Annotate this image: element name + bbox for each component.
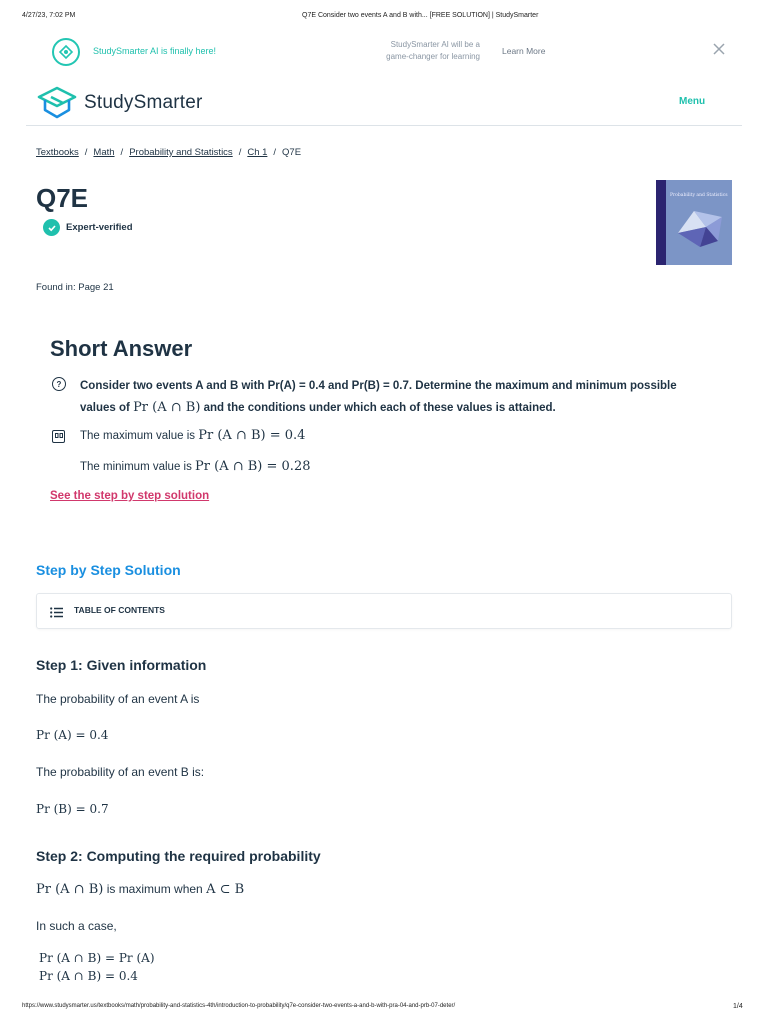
step-1-text-b: The probability of an event B is:: [36, 765, 205, 779]
min-value-math: Pr (A ∩ B) = 0.28: [195, 459, 311, 474]
step-2-text-b: In such a case,: [36, 919, 117, 933]
step-2-equation-1: Pr (A ∩ B) = Pr (A): [39, 951, 155, 965]
max-value-math: Pr (A ∩ B) = 0.4: [198, 428, 306, 443]
breadcrumb-current: Q7E: [282, 147, 302, 158]
answer-icon: [52, 430, 65, 443]
expert-verified-badge: [43, 219, 133, 236]
question-text: Consider two events A and B with Pr(A) = 0.4 and Pr(B) = 0.7. Determine the maximum and minimum possible values of Pr (A ∩ B) and the conditions under which each of these values is attained.: [80, 380, 677, 415]
print-datetime: 4/27/23, 7:02 PM: [22, 12, 76, 19]
print-doc-title: Q7E Consider two events A and B with... [FREE SOLUTION] | StudySmarter: [302, 12, 539, 19]
close-icon[interactable]: [712, 42, 726, 56]
ai-sparkle-icon: [52, 38, 80, 66]
banner-title: StudySmarter AI is finally here!: [93, 46, 217, 56]
question-icon: ?: [52, 377, 66, 391]
step-by-step-heading: Step by Step Solution: [36, 562, 181, 578]
breadcrumb-separator: /: [84, 147, 88, 158]
breadcrumb-separator: /: [273, 147, 277, 158]
min-value-line: The minimum value is Pr (A ∩ B) = 0.28: [80, 459, 311, 474]
learn-more-link[interactable]: Learn More: [502, 46, 546, 56]
logo-wordmark[interactable]: StudySmarter: [84, 92, 203, 113]
breadcrumb-math[interactable]: Math: [93, 147, 115, 158]
see-step-by-step-link[interactable]: See the step by step solution: [50, 490, 210, 502]
breadcrumb-chapter[interactable]: Ch 1: [247, 147, 268, 158]
book-cover-title: Probability and Statistics: [670, 193, 728, 198]
step-2-line-a: Pr (A ∩ B) is maximum when A ⊂ B: [36, 882, 245, 897]
breadcrumb: [36, 147, 301, 158]
max-value-line: The maximum value is Pr (A ∩ B) = 0.4: [80, 428, 306, 443]
found-in-page: Found in: Page 21: [36, 282, 114, 293]
breadcrumb-textbooks[interactable]: Textbooks: [36, 147, 79, 158]
table-of-contents-label[interactable]: TABLE OF CONTENTS: [74, 605, 165, 615]
step-1-text-a: The probability of an event A is: [36, 692, 200, 706]
print-page-number: 1/4: [733, 1003, 743, 1010]
breadcrumb-probability-statistics[interactable]: Probability and Statistics: [129, 147, 233, 158]
print-url: https://www.studysmarter.us/textbooks/math/probability-and-statistics-4th/introduction-to-probability/q7e-consider-two-events-a-and-b-with-pra-04-and-prb-07-deter/: [22, 1003, 456, 1009]
verified-label: Expert-verified: [66, 222, 133, 233]
page-title: Q7E: [36, 183, 89, 213]
menu-button[interactable]: Menu: [679, 96, 706, 107]
banner-description: StudySmarter AI will be a game-changer for learning: [386, 40, 480, 61]
list-icon: [50, 605, 63, 616]
nav-divider: [26, 125, 742, 126]
question-math: Pr (A ∩ B): [133, 400, 201, 415]
step-1-math-b: Pr (B) = 0.7: [36, 802, 109, 816]
breadcrumb-separator: /: [238, 147, 242, 158]
book-cover-image[interactable]: [656, 180, 732, 265]
step-1-heading: Step 1: Given information: [36, 657, 207, 673]
breadcrumb-separator: /: [120, 147, 124, 158]
check-icon: [43, 219, 60, 236]
step-1-math-a: Pr (A) = 0.4: [36, 728, 109, 742]
studysmarter-logo-icon[interactable]: [36, 85, 78, 121]
step-2-heading: Step 2: Computing the required probability: [36, 848, 321, 864]
short-answer-heading: Short Answer: [50, 336, 193, 361]
step-2-equation-2: Pr (A ∩ B) = 0.4: [39, 969, 138, 983]
